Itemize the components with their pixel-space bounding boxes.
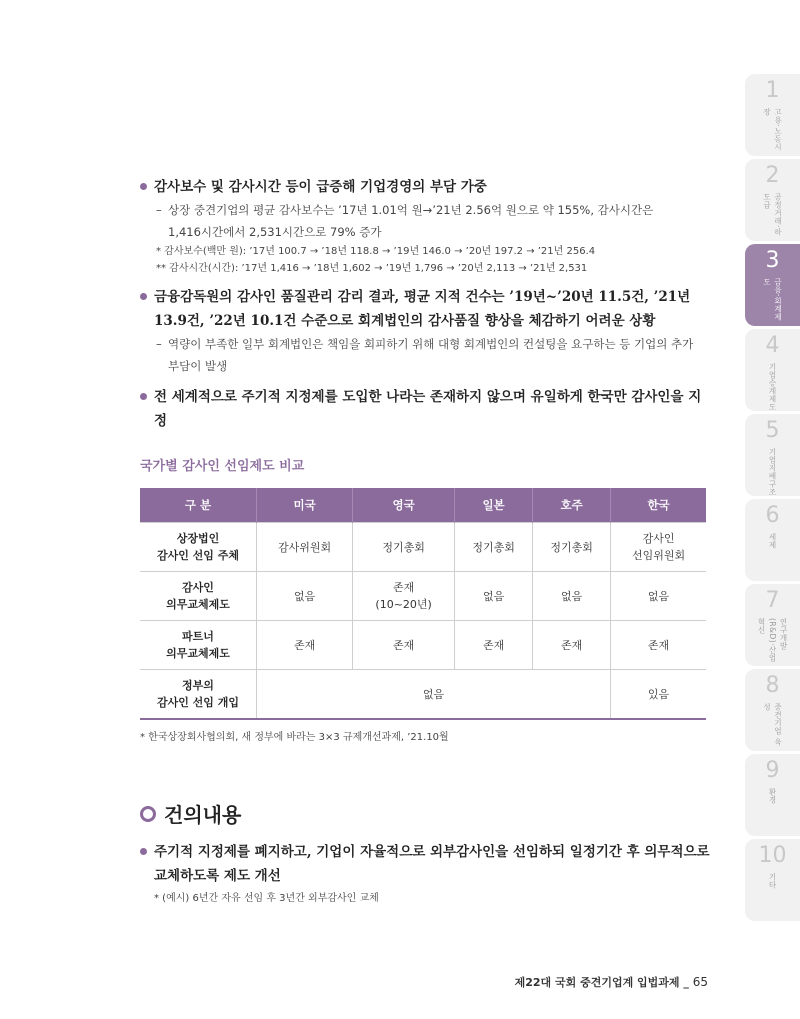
chapter-tab-label: 환경 bbox=[768, 788, 777, 804]
chapter-tab-label: 연구개발(R&D)·산업혁신 bbox=[757, 618, 788, 663]
section-title: 건의내용 bbox=[164, 803, 242, 827]
row-label: 파트너 의무교체제도 bbox=[140, 621, 257, 670]
chapter-tab-label: 기업승계제도 bbox=[768, 363, 777, 411]
table-row bbox=[140, 523, 706, 572]
header-cell: 미국 bbox=[257, 488, 353, 523]
chapter-tab[interactable] bbox=[745, 584, 800, 666]
sub-item bbox=[140, 333, 710, 377]
chapter-tab[interactable] bbox=[745, 839, 800, 921]
bullet-fss-review bbox=[140, 285, 710, 333]
table-title: 국가별 감사인 선임제도 비교 bbox=[140, 459, 305, 474]
chapter-tab-number: 7 bbox=[765, 588, 780, 613]
page-footer bbox=[515, 974, 708, 990]
chapter-tab[interactable] bbox=[745, 159, 800, 241]
table-cell: 정기총회 bbox=[455, 523, 533, 572]
table-header-row bbox=[140, 488, 706, 523]
dash-icon: – bbox=[156, 203, 162, 217]
row-label: 감사인 의무교체제도 bbox=[140, 572, 257, 621]
note-line: * (예시) 6년간 자유 선임 후 3년간 외부감사인 교체 bbox=[154, 893, 379, 904]
bullet-dot-icon bbox=[140, 393, 147, 400]
ring-icon bbox=[140, 806, 156, 822]
main-content bbox=[140, 175, 710, 907]
table-cell: 없음 bbox=[611, 572, 706, 621]
table-row bbox=[140, 572, 706, 621]
table-cell: 존재 (10~20년) bbox=[353, 572, 455, 621]
table-cell: 감사위원회 bbox=[257, 523, 353, 572]
sub-line: 상장 중견기업의 평균 감사보수는 ’17년 1.01억 원→’21년 2.56억 원으로 약 155%, 감사시간은 bbox=[168, 203, 654, 217]
section-header bbox=[140, 799, 710, 828]
chapter-tab-label: 공정거래·하도급 bbox=[762, 193, 783, 236]
dash-icon: – bbox=[156, 337, 162, 351]
table-row bbox=[140, 670, 706, 720]
chapter-tab-label: 금융·회계제도 bbox=[762, 278, 783, 321]
chapter-tab-number: 3 bbox=[765, 248, 780, 273]
sub-line-continued: 1,416시간에서 2,531시간으로 79% 증가 bbox=[168, 225, 382, 239]
table-cell: 존재 bbox=[353, 621, 455, 670]
chapter-tab-label: 세제 bbox=[768, 533, 777, 549]
chapter-tab-number: 10 bbox=[758, 843, 787, 868]
sub-item bbox=[140, 199, 710, 243]
chapter-tab[interactable] bbox=[745, 74, 800, 156]
table-cell-merged: 없음 bbox=[257, 670, 611, 720]
chapter-tab-number: 9 bbox=[765, 758, 780, 783]
chapter-tabs bbox=[745, 74, 800, 924]
chapter-tab[interactable] bbox=[745, 754, 800, 836]
table-cell: 존재 bbox=[533, 621, 611, 670]
chapter-tab[interactable] bbox=[745, 329, 800, 411]
chapter-tab-number: 4 bbox=[765, 333, 780, 358]
chapter-tab-label: 기업지배구조 bbox=[768, 448, 777, 496]
chapter-tab-number: 5 bbox=[765, 418, 780, 443]
chapter-tab-number: 6 bbox=[765, 503, 780, 528]
table-cell: 존재 bbox=[611, 621, 706, 670]
bullet-audit-cost bbox=[140, 175, 710, 199]
chapter-tab-number: 1 bbox=[765, 78, 780, 103]
bullet-dot-icon bbox=[140, 293, 147, 300]
note-line: ** 감사시간(시간): ’17년 1,416 → ’18년 1,602 → ’19년 1,796 → ’20년 2,113 → ’21년 2,531 bbox=[156, 263, 588, 274]
header-cell: 한국 bbox=[611, 488, 706, 523]
chapter-tab-label: 기타 bbox=[768, 873, 777, 889]
table-row bbox=[140, 621, 706, 670]
row-label: 상장법인 감사인 선임 주체 bbox=[140, 523, 257, 572]
row-label: 정부의 감사인 선임 개입 bbox=[140, 670, 257, 720]
header-cell: 영국 bbox=[353, 488, 455, 523]
bullet-global-comparison bbox=[140, 385, 710, 433]
table-cell: 없음 bbox=[455, 572, 533, 621]
sub-line: 역량이 부족한 일부 회계법인은 책임을 회피하기 위해 대형 회계법인의 컨설팅을 요구하는 등 기업의 추가 bbox=[168, 337, 694, 351]
page-number: 65 bbox=[692, 975, 708, 989]
bullet-text: 금융감독원의 감사인 품질관리 감리 결과, 평균 지적 건수는 ’19년~’20년 11.5건, ’21년 13.9건, ’22년 10.1건 수준으로 회계법인의 감사품질 향상을 체감하기 어려운 상황 bbox=[154, 289, 691, 329]
chapter-tab-label: 중견기업 육성 bbox=[762, 703, 783, 746]
header-cell: 호주 bbox=[533, 488, 611, 523]
chapter-tab-number: 2 bbox=[765, 163, 780, 188]
table-cell: 있음 bbox=[611, 670, 706, 720]
bullet-proposal bbox=[140, 840, 710, 888]
bullet-text: 전 세계적으로 주기적 지정제를 도입한 나라는 존재하지 않으며 유일하게 한국만 감사인을 지정 bbox=[154, 389, 702, 429]
table-source: * 한국상장회사협의회, 새 정부에 바라는 3×3 규제개선과제, ’21.10월 bbox=[140, 732, 449, 743]
note-line: * 감사보수(백만 원): ’17년 100.7 → ’18년 118.8 → ’19년 146.0 → ’20년 197.2 → ’21년 256.4 bbox=[156, 246, 596, 257]
table-cell: 없음 bbox=[533, 572, 611, 621]
sub-line-continued: 부담이 발생 bbox=[168, 359, 228, 373]
bullet-text: 주기적 지정제를 폐지하고, 기업이 자율적으로 외부감사인을 선임하되 일정기간 후 의무적으로 교체하도록 제도 개선 bbox=[154, 844, 710, 884]
table-cell: 감사인 선임위원회 bbox=[611, 523, 706, 572]
chapter-tab[interactable] bbox=[745, 669, 800, 751]
table-cell: 정기총회 bbox=[353, 523, 455, 572]
chapter-tab[interactable] bbox=[745, 414, 800, 496]
header-cell: 일본 bbox=[455, 488, 533, 523]
bullet-dot-icon bbox=[140, 848, 147, 855]
table-cell: 존재 bbox=[257, 621, 353, 670]
chapter-tab-label: 고용·노동시장 bbox=[762, 108, 783, 151]
chapter-tab-number: 8 bbox=[765, 673, 780, 698]
chapter-tab[interactable] bbox=[745, 244, 800, 326]
bullet-text: 감사보수 및 감사시간 등이 급증해 기업경영의 부담 가중 bbox=[154, 179, 487, 195]
table-cell: 없음 bbox=[257, 572, 353, 621]
footer-title: 제22대 국회 중견기업계 입법과제 _ bbox=[514, 976, 689, 989]
table-cell: 정기총회 bbox=[533, 523, 611, 572]
chapter-tab[interactable] bbox=[745, 499, 800, 581]
header-cell: 구 분 bbox=[140, 488, 257, 523]
comparison-table bbox=[140, 488, 706, 720]
table-cell: 존재 bbox=[455, 621, 533, 670]
bullet-dot-icon bbox=[140, 183, 147, 190]
